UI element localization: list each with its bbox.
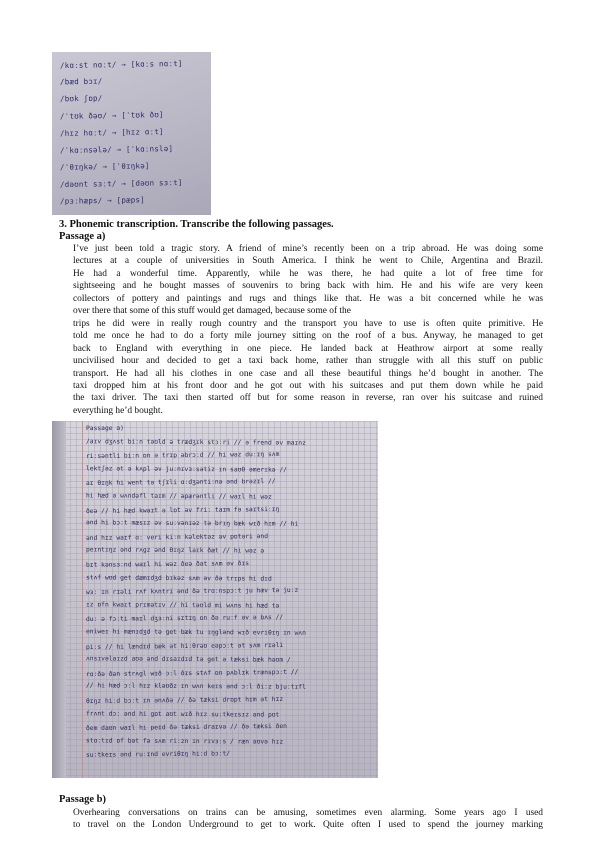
handwritten-line: lektʃəz ət ə kʌpl əv juːnɪvɜːsətiz ɪn saʊθ əmerɪkə // — [85, 465, 287, 474]
notebook-edge — [52, 421, 66, 778]
text-line: uncivilised hour and decided to get a taxi back home, rather than struggle with all this stuff on public — [73, 356, 543, 367]
handwritten-line: θɪŋz hiːd bɔːt ɪn ənʌðə // ðə tæksi drɒpt hɪm ət hɪz — [85, 695, 284, 706]
handwritten-line: bɪt kənsɜːnd waɪl hi wəz ðeə ðət sʌm əv ðɪs — [85, 560, 250, 569]
text-line: transport. He had all his clothes in one case and all these beautiful things he’d bought in another. The — [73, 368, 543, 379]
handwritten-line: piːs // hi lændɪd bæk ət hiːθrəʊ eəpɔːt ət sʌm rɪəli — [85, 641, 284, 651]
notebook-margin-line — [82, 421, 83, 778]
handwritten-line: /ˈθɪŋkə/ → [ˈθɪŋkə] — [59, 161, 150, 172]
handwritten-line: stʌf wʊd get dæmɪdʒd bɪkəz sʌm əv ðə trɪps hi dɪd — [85, 573, 272, 583]
passage-b-heading: Passage b) — [59, 794, 106, 805]
text-line: trips he did were in really rough country and the transport you have to use is often quite primitive. He — [73, 318, 543, 329]
handwritten-line: ʌnsɪvəlaɪzd aʊə ənd dɪsaɪdɪd tə get ə tæksi bæk həʊm / — [85, 655, 291, 664]
handwritten-line: peɪntɪŋz ənd rʌgz ənd θɪŋz laɪk ðæt // hi wəz ə — [85, 546, 265, 556]
handwritten-line: aɪ θɪŋk hi went tə tʃɪli ɑːdʒəntiːnə ənd brəzɪl // — [85, 478, 276, 488]
handwritten-line: /aɪv dʒʌst biːn təʊld ə trædʒɪk stɔːri // ə frend əv maɪnz — [85, 437, 306, 447]
handwritten-line: /pɜːhæps/ → [pæps] — [59, 195, 145, 206]
handwritten-line: stɑːtɪd ɒf bət fə sʌm riːzn ɪn rɪvɜːs / ræn əʊvə hɪz — [85, 737, 284, 746]
text-line: over there that some of this stuff would get damaged, because some of the — [73, 306, 351, 317]
handwritten-line: suːtkeɪs ənd ruːɪnd evriθɪŋ hiːd bɔːt/ — [85, 750, 231, 760]
handwritten-line: ðeə // hi hæd kwaɪt ə lɒt əv friː taɪm fə saɪtsiːɪŋ — [85, 505, 280, 515]
passage-a-text — [73, 243, 543, 417]
text-line: everything he’d bought. — [73, 405, 163, 416]
section-title: 3. Phonemic transcription. Transcribe the following passages. — [59, 219, 334, 230]
text-line: Overhearing conversations on trains can be amusing, sometimes even alarming. Some years ago I used — [73, 808, 543, 818]
text-line: told me once he had to do a forty mile journey sitting on the roof of a bus. Anyway, he managed to get — [73, 331, 543, 342]
handwritten-line: // hi hæd ɔːl hɪz kləʊðz ɪn wʌn keɪs ənd ɔːl ðiːz bjuːtɪfl — [85, 682, 306, 692]
text-line: to travel on the London Underground to get to work. Quite often I used to spend the journey marking — [73, 820, 543, 831]
handwritten-line: /ˈtʊk ðəʊ/ → [ˈtʊk ðʊ] — [59, 110, 164, 121]
handwriting-photo-2 — [52, 421, 378, 778]
handwritten-line: /dəʊnt sɜːt/ → [dəʊn sɜːt] — [59, 177, 183, 190]
handwritten-line: ðem daʊn waɪl hi peɪd ðə tæksi draɪvə // ðə tæksi ðen — [85, 723, 287, 733]
handwritten-line: wɜː ɪn rɪəli rʌf kʌntri ənd ðə trɑːnspɔːt ju hæv tə juːz — [85, 587, 299, 597]
handwritten-line: /bæd bɔɪ/ — [59, 76, 103, 87]
passage-b-text — [73, 807, 543, 832]
handwritten-line: /kɑːst nɑːt/ → [kɑːs nɑːt] — [59, 58, 183, 71]
handwritten-line: riːsəntli biːn ɒn ə trɪp əbrɔːd // hi wəz duːɪŋ sʌm — [85, 451, 280, 461]
handwritten-line: ənd hi bɔːt mæsɪz əv suːvənɪəz tə brɪŋ bæk wɪð hɪm // hi — [85, 519, 299, 528]
handwriting-photo-1 — [52, 52, 211, 215]
handwritten-line: /bʊk ʃɒp/ — [59, 93, 103, 104]
handwritten-line: /ˈkɑːnsələ/ → [ˈkɑːnslə] — [59, 144, 174, 155]
text-line: He had a wonderful time. Apparently, while he was there, he had quite a lot of free time for — [73, 268, 543, 279]
passage-a-heading: Passage a) — [59, 231, 106, 242]
handwritten-line: duː ə fɔːti maɪl dʒɜːni sɪtɪŋ ɒn ðə ruːf əv ə bʌs // — [85, 614, 284, 624]
text-line: collectors of pottery and paintings and rugs and things like that. He was a bit concerned while he was — [73, 293, 543, 304]
handwritten-line: hi hæd ə wʌndəfl taɪm // əpærəntli // waɪl hi wəz — [85, 492, 272, 501]
text-line: taxi dropped him at his front door and he got out with his suitcases and put them down while he paid — [73, 380, 543, 391]
handwritten-line: /hɪz hɑːt/ → [hɪz ɑːt] — [59, 127, 164, 138]
handwritten-line: ənd hɪz waɪf ɑː veri kiːn kəlektəz əv pɒtəri ənd — [85, 532, 269, 542]
handwritten-line: eniweɪ hi mænɪdʒd tə get bæk tu ɪŋglənd wɪð evriθɪŋ ɪn wʌn — [85, 628, 306, 637]
text-line: I’ve just been told a tragic story. A friend of mine’s recently been on a trip abroad. He was doing some — [73, 244, 543, 254]
handwritten-line: Passage a) — [85, 424, 124, 433]
text-line: lectures at a couple of universities in South America. I think he went to Chile, Argentina and Brazil. — [73, 256, 543, 267]
handwritten-line: rɑːðə ðən strʌgl wɪð ɔːl ðɪs stʌf ɒn pʌblɪk trænspɔːt // — [85, 668, 299, 678]
handwritten-line: frʌnt dɔː ənd hi gɒt aʊt wɪð hɪz suːtkeɪsɪz ənd pʊt — [85, 709, 280, 719]
handwritten-line: ɪz ɒfn kwaɪt prɪmətɪv // hi təʊld mi wʌns hi hæd tə — [85, 601, 280, 610]
text-line: sightseeing and he bought masses of souvenirs to bring back with him. He and his wife are very keen — [73, 281, 543, 292]
text-line: back to England with everything in one piece. He landed back at Heathrow airport at some really — [73, 343, 543, 354]
text-line: the taxi driver. The taxi then started off but for some reason in reverse, ran over his suitcase and ruined — [73, 393, 543, 404]
